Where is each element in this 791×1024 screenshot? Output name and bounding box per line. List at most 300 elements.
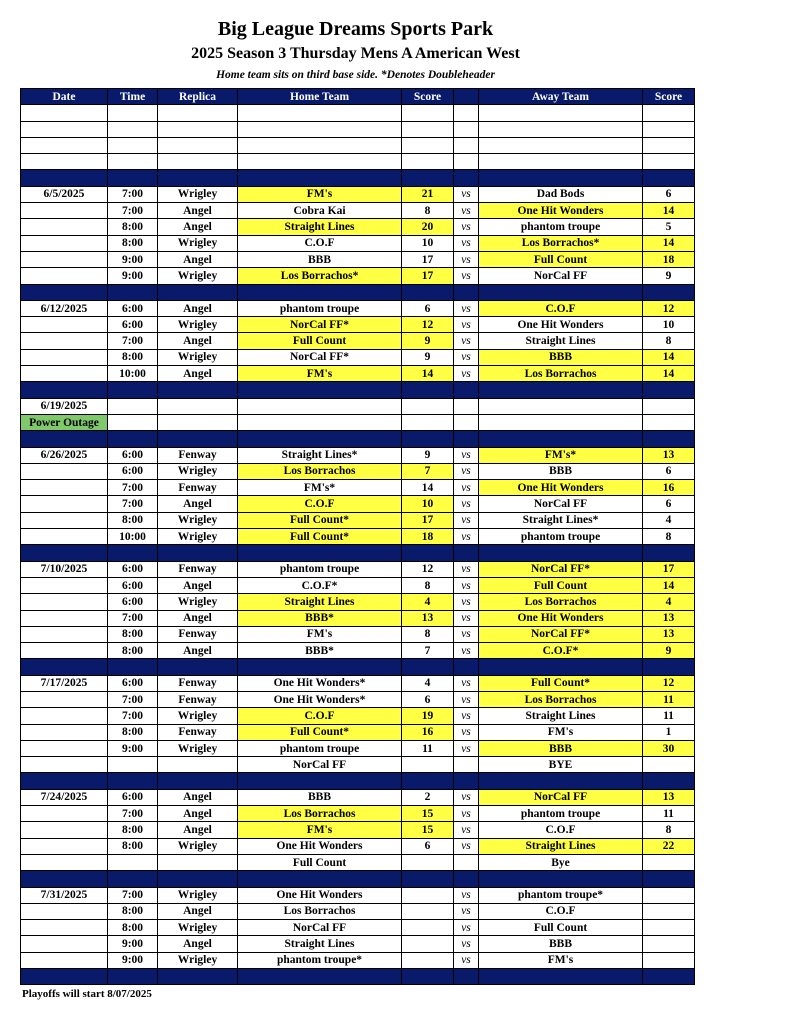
replica-cell: Angel <box>158 496 238 512</box>
separator-cell <box>643 170 695 186</box>
separator-cell <box>479 545 643 561</box>
home-team-cell: FM's <box>238 822 402 838</box>
separator-cell <box>21 545 108 561</box>
home-team-cell: C.O.F* <box>238 577 402 593</box>
replica-cell: Wrigley <box>158 887 238 903</box>
home-team-cell: Los Borrachos <box>238 806 402 822</box>
blank-cell <box>454 137 479 153</box>
blank-cell <box>158 105 238 121</box>
home-team-cell: Los Borrachos <box>238 903 402 919</box>
vs-cell: vs <box>454 822 479 838</box>
away-team-cell: One Hit Wonders <box>479 317 643 333</box>
separator-cell <box>238 969 402 985</box>
home-team-cell: One Hit Wonders <box>238 887 402 903</box>
time-cell: 8:00 <box>108 235 158 251</box>
date-cell <box>21 822 108 838</box>
vs-cell: vs <box>454 577 479 593</box>
away-score-cell: 8 <box>643 333 695 349</box>
game-row <box>21 333 695 349</box>
separator-cell <box>479 431 643 447</box>
replica-cell: Angel <box>158 300 238 316</box>
time-cell: 6:00 <box>108 300 158 316</box>
separator-cell <box>21 773 108 789</box>
away-score-cell: 4 <box>643 512 695 528</box>
home-team-cell: Full Count* <box>238 512 402 528</box>
time-cell: 8:00 <box>108 724 158 740</box>
home-team-cell: NorCal FF <box>238 920 402 936</box>
separator-cell <box>108 284 158 300</box>
away-score-cell <box>643 854 695 870</box>
separator-cell <box>402 170 454 186</box>
time-cell: 9:00 <box>108 740 158 756</box>
home-score-cell <box>402 887 454 903</box>
home-team-cell: BBB <box>238 789 402 805</box>
away-score-cell: 1 <box>643 724 695 740</box>
vs-cell: vs <box>454 447 479 463</box>
home-score-cell: 8 <box>402 577 454 593</box>
replica-cell: Angel <box>158 822 238 838</box>
blank-cell <box>108 154 158 170</box>
away-team-cell <box>479 414 643 430</box>
separator-cell <box>158 431 238 447</box>
vs-cell: vs <box>454 643 479 659</box>
home-team-cell: BBB* <box>238 643 402 659</box>
replica-cell <box>158 398 238 414</box>
date-cell <box>21 757 108 773</box>
vs-cell: vs <box>454 610 479 626</box>
separator-cell <box>479 170 643 186</box>
away-score-cell: 14 <box>643 235 695 251</box>
game-row <box>21 920 695 936</box>
date-cell <box>21 251 108 267</box>
separator-cell <box>479 284 643 300</box>
home-team-cell: phantom troupe* <box>238 952 402 968</box>
home-team-cell: NorCal FF* <box>238 349 402 365</box>
away-score-cell: 12 <box>643 300 695 316</box>
home-score-cell: 21 <box>402 186 454 202</box>
separator-cell <box>402 284 454 300</box>
replica-cell: Wrigley <box>158 838 238 854</box>
game-row <box>21 724 695 740</box>
home-score-cell: 17 <box>402 251 454 267</box>
away-team-cell: C.O.F <box>479 300 643 316</box>
vs-cell: vs <box>454 235 479 251</box>
away-team-cell: Straight Lines <box>479 708 643 724</box>
home-score-cell: 7 <box>402 643 454 659</box>
blank-cell <box>479 154 643 170</box>
vs-cell: vs <box>454 480 479 496</box>
home-score-cell: 18 <box>402 529 454 545</box>
away-team-cell: Los Borrachos <box>479 691 643 707</box>
separator-cell <box>238 871 402 887</box>
separator-cell <box>158 382 238 398</box>
separator-cell <box>402 871 454 887</box>
away-score-cell: 16 <box>643 480 695 496</box>
away-team-cell: NorCal FF* <box>479 626 643 642</box>
home-score-cell: 10 <box>402 496 454 512</box>
away-team-cell: Full Count <box>479 251 643 267</box>
home-score-cell: 7 <box>402 463 454 479</box>
time-cell: 8:00 <box>108 349 158 365</box>
replica-cell: Wrigley <box>158 349 238 365</box>
separator-cell <box>158 659 238 675</box>
home-team-cell: C.O.F <box>238 235 402 251</box>
col-replica: Replica <box>158 89 238 105</box>
date-cell <box>21 203 108 219</box>
away-team-cell: C.O.F <box>479 903 643 919</box>
time-cell <box>108 757 158 773</box>
time-cell: 8:00 <box>108 643 158 659</box>
vs-cell <box>454 414 479 430</box>
time-cell: 8:00 <box>108 512 158 528</box>
game-row <box>21 740 695 756</box>
page-subtitle: 2025 Season 3 Thursday Mens A American West <box>191 45 520 62</box>
home-team-cell: C.O.F <box>238 496 402 512</box>
game-row <box>21 203 695 219</box>
header-row <box>21 89 695 105</box>
away-team-cell: NorCal FF <box>479 496 643 512</box>
vs-cell: vs <box>454 512 479 528</box>
separator-cell <box>21 871 108 887</box>
separator-cell <box>238 773 402 789</box>
home-team-cell: BBB <box>238 251 402 267</box>
replica-cell: Angel <box>158 936 238 952</box>
separator-cell <box>238 545 402 561</box>
away-team-cell: Los Borrachos* <box>479 235 643 251</box>
blank-cell <box>158 121 238 137</box>
date-cell <box>21 529 108 545</box>
blank-cell <box>479 105 643 121</box>
home-team-cell: Straight Lines* <box>238 447 402 463</box>
separator-cell <box>238 382 402 398</box>
vs-cell: vs <box>454 920 479 936</box>
away-score-cell: 11 <box>643 806 695 822</box>
time-cell: 6:00 <box>108 789 158 805</box>
separator-cell <box>158 773 238 789</box>
date-cell <box>21 480 108 496</box>
home-score-cell: 8 <box>402 626 454 642</box>
separator-cell <box>108 545 158 561</box>
replica-cell: Wrigley <box>158 594 238 610</box>
time-cell: 9:00 <box>108 936 158 952</box>
replica-cell: Wrigley <box>158 952 238 968</box>
separator-cell <box>158 170 238 186</box>
replica-cell: Fenway <box>158 447 238 463</box>
game-row <box>21 366 695 382</box>
vs-cell <box>454 854 479 870</box>
home-team-cell: One Hit Wonders* <box>238 675 402 691</box>
replica-cell: Fenway <box>158 626 238 642</box>
blank-cell <box>402 154 454 170</box>
game-row <box>21 854 695 870</box>
blank-cell <box>402 105 454 121</box>
blank-cell <box>238 154 402 170</box>
vs-cell: vs <box>454 268 479 284</box>
away-team-cell: Straight Lines <box>479 838 643 854</box>
replica-cell: Wrigley <box>158 740 238 756</box>
vs-cell: vs <box>454 186 479 202</box>
replica-cell: Angel <box>158 333 238 349</box>
vs-cell: vs <box>454 903 479 919</box>
time-cell <box>108 854 158 870</box>
time-cell: 6:00 <box>108 675 158 691</box>
home-team-cell: Los Borrachos <box>238 463 402 479</box>
game-row <box>21 219 695 235</box>
away-team-cell: Straight Lines <box>479 333 643 349</box>
away-team-cell: BBB <box>479 936 643 952</box>
vs-cell: vs <box>454 789 479 805</box>
time-cell: 8:00 <box>108 219 158 235</box>
game-row <box>21 806 695 822</box>
date-cell <box>21 854 108 870</box>
week-separator <box>21 969 695 985</box>
replica-cell: Wrigley <box>158 529 238 545</box>
game-row <box>21 398 695 414</box>
blank-cell <box>238 105 402 121</box>
away-score-cell: 18 <box>643 251 695 267</box>
game-row <box>21 838 695 854</box>
game-row <box>21 186 695 202</box>
away-score-cell: 6 <box>643 463 695 479</box>
vs-cell: vs <box>454 594 479 610</box>
away-team-cell: BYE <box>479 757 643 773</box>
col-time: Time <box>108 89 158 105</box>
home-team-cell: Straight Lines <box>238 936 402 952</box>
home-score-cell: 8 <box>402 203 454 219</box>
week-separator <box>21 284 695 300</box>
separator-cell <box>158 284 238 300</box>
week-separator <box>21 773 695 789</box>
home-score-cell: 17 <box>402 268 454 284</box>
home-team-cell: FM's <box>238 366 402 382</box>
vs-cell: vs <box>454 952 479 968</box>
replica-cell: Angel <box>158 643 238 659</box>
replica-cell: Angel <box>158 610 238 626</box>
separator-cell <box>643 871 695 887</box>
separator-cell <box>238 431 402 447</box>
time-cell: 8:00 <box>108 838 158 854</box>
week-separator <box>21 871 695 887</box>
game-row <box>21 643 695 659</box>
week-separator <box>21 545 695 561</box>
separator-cell <box>402 659 454 675</box>
away-team-cell: Full Count* <box>479 675 643 691</box>
vs-cell: vs <box>454 691 479 707</box>
blank-cell <box>21 105 108 121</box>
blank-cell <box>158 154 238 170</box>
blank-cell <box>402 137 454 153</box>
home-score-cell: 9 <box>402 349 454 365</box>
home-score-cell: 14 <box>402 480 454 496</box>
separator-cell <box>238 170 402 186</box>
separator-cell <box>454 170 479 186</box>
time-cell: 9:00 <box>108 952 158 968</box>
away-score-cell <box>643 414 695 430</box>
date-cell: 6/12/2025 <box>21 300 108 316</box>
away-score-cell: 17 <box>643 561 695 577</box>
blank-cell <box>454 154 479 170</box>
away-team-cell <box>479 398 643 414</box>
away-team-cell: phantom troupe <box>479 529 643 545</box>
time-cell: 8:00 <box>108 626 158 642</box>
vs-cell: vs <box>454 561 479 577</box>
home-team-cell: Full Count* <box>238 724 402 740</box>
date-cell <box>21 496 108 512</box>
date-cell: 7/24/2025 <box>21 789 108 805</box>
blank-cell <box>643 154 695 170</box>
col-home-score: Score <box>402 89 454 105</box>
time-cell: 6:00 <box>108 317 158 333</box>
away-score-cell <box>643 952 695 968</box>
date-cell <box>21 903 108 919</box>
separator-cell <box>454 969 479 985</box>
replica-cell: Wrigley <box>158 512 238 528</box>
week-separator <box>21 170 695 186</box>
separator-cell <box>402 969 454 985</box>
separator-cell <box>108 969 158 985</box>
game-row <box>21 626 695 642</box>
away-score-cell: 14 <box>643 577 695 593</box>
home-team-cell: Cobra Kai <box>238 203 402 219</box>
away-score-cell: 10 <box>643 317 695 333</box>
home-score-cell: 11 <box>402 740 454 756</box>
separator-cell <box>108 170 158 186</box>
date-cell <box>21 936 108 952</box>
away-team-cell: One Hit Wonders <box>479 610 643 626</box>
away-score-cell: 14 <box>643 366 695 382</box>
schedule-table <box>20 88 695 985</box>
home-score-cell: 16 <box>402 724 454 740</box>
home-score-cell: 20 <box>402 219 454 235</box>
away-team-cell: C.O.F <box>479 822 643 838</box>
game-row <box>21 512 695 528</box>
home-score-cell <box>402 398 454 414</box>
blank-cell <box>238 121 402 137</box>
home-team-cell: Full Count <box>238 854 402 870</box>
date-cell <box>21 594 108 610</box>
col-home-team: Home Team <box>238 89 402 105</box>
home-score-cell: 6 <box>402 691 454 707</box>
separator-cell <box>108 431 158 447</box>
blank-cell <box>21 137 108 153</box>
blank-cell <box>643 121 695 137</box>
home-team-cell: phantom troupe <box>238 300 402 316</box>
game-row <box>21 822 695 838</box>
date-cell <box>21 691 108 707</box>
away-team-cell: FM's <box>479 952 643 968</box>
vs-cell: vs <box>454 333 479 349</box>
game-row <box>21 936 695 952</box>
replica-cell: Wrigley <box>158 235 238 251</box>
vs-cell <box>454 757 479 773</box>
separator-cell <box>21 170 108 186</box>
date-cell <box>21 463 108 479</box>
vs-cell: vs <box>454 463 479 479</box>
home-score-cell: 6 <box>402 838 454 854</box>
vs-cell: vs <box>454 708 479 724</box>
vs-cell: vs <box>454 838 479 854</box>
away-score-cell: 6 <box>643 496 695 512</box>
home-score-cell: 10 <box>402 235 454 251</box>
home-team-cell: Full Count* <box>238 529 402 545</box>
time-cell: 7:00 <box>108 480 158 496</box>
vs-cell: vs <box>454 349 479 365</box>
replica-cell: Wrigley <box>158 920 238 936</box>
time-cell: 8:00 <box>108 920 158 936</box>
time-cell: 6:00 <box>108 561 158 577</box>
footer-note: Playoffs will start 8/07/2025 <box>22 988 152 1000</box>
replica-cell: Angel <box>158 251 238 267</box>
separator-cell <box>643 545 695 561</box>
time-cell: 7:00 <box>108 496 158 512</box>
vs-cell: vs <box>454 317 479 333</box>
game-row <box>21 317 695 333</box>
separator-cell <box>454 431 479 447</box>
replica-cell: Wrigley <box>158 708 238 724</box>
replica-cell: Fenway <box>158 480 238 496</box>
separator-cell <box>454 773 479 789</box>
blank-row <box>21 121 695 137</box>
replica-cell: Fenway <box>158 675 238 691</box>
time-cell: 6:00 <box>108 463 158 479</box>
game-row <box>21 414 695 430</box>
replica-cell: Angel <box>158 806 238 822</box>
game-row <box>21 496 695 512</box>
home-team-cell: FM's* <box>238 480 402 496</box>
vs-cell: vs <box>454 626 479 642</box>
away-score-cell: 13 <box>643 447 695 463</box>
away-score-cell <box>643 887 695 903</box>
separator-cell <box>238 284 402 300</box>
blank-cell <box>643 105 695 121</box>
away-score-cell: 5 <box>643 219 695 235</box>
away-score-cell: 13 <box>643 626 695 642</box>
away-team-cell: C.O.F* <box>479 643 643 659</box>
date-cell <box>21 643 108 659</box>
blank-cell <box>238 137 402 153</box>
replica-cell: Wrigley <box>158 317 238 333</box>
away-score-cell: 14 <box>643 203 695 219</box>
game-row <box>21 594 695 610</box>
vs-cell: vs <box>454 887 479 903</box>
date-cell <box>21 349 108 365</box>
game-row <box>21 529 695 545</box>
date-cell <box>21 920 108 936</box>
separator-cell <box>402 773 454 789</box>
date-cell <box>21 838 108 854</box>
game-row <box>21 952 695 968</box>
date-cell: 6/19/2025 <box>21 398 108 414</box>
away-score-cell: 6 <box>643 186 695 202</box>
time-cell <box>108 398 158 414</box>
time-cell: 7:00 <box>108 333 158 349</box>
home-team-cell: Straight Lines <box>238 594 402 610</box>
week-separator <box>21 431 695 447</box>
separator-cell <box>158 545 238 561</box>
replica-cell: Angel <box>158 903 238 919</box>
game-row <box>21 235 695 251</box>
time-cell: 7:00 <box>108 806 158 822</box>
away-team-cell: FM's <box>479 724 643 740</box>
home-score-cell: 12 <box>402 317 454 333</box>
separator-cell <box>108 382 158 398</box>
vs-cell: vs <box>454 675 479 691</box>
away-score-cell: 22 <box>643 838 695 854</box>
col-date: Date <box>21 89 108 105</box>
separator-cell <box>21 969 108 985</box>
game-row <box>21 691 695 707</box>
separator-cell <box>402 545 454 561</box>
